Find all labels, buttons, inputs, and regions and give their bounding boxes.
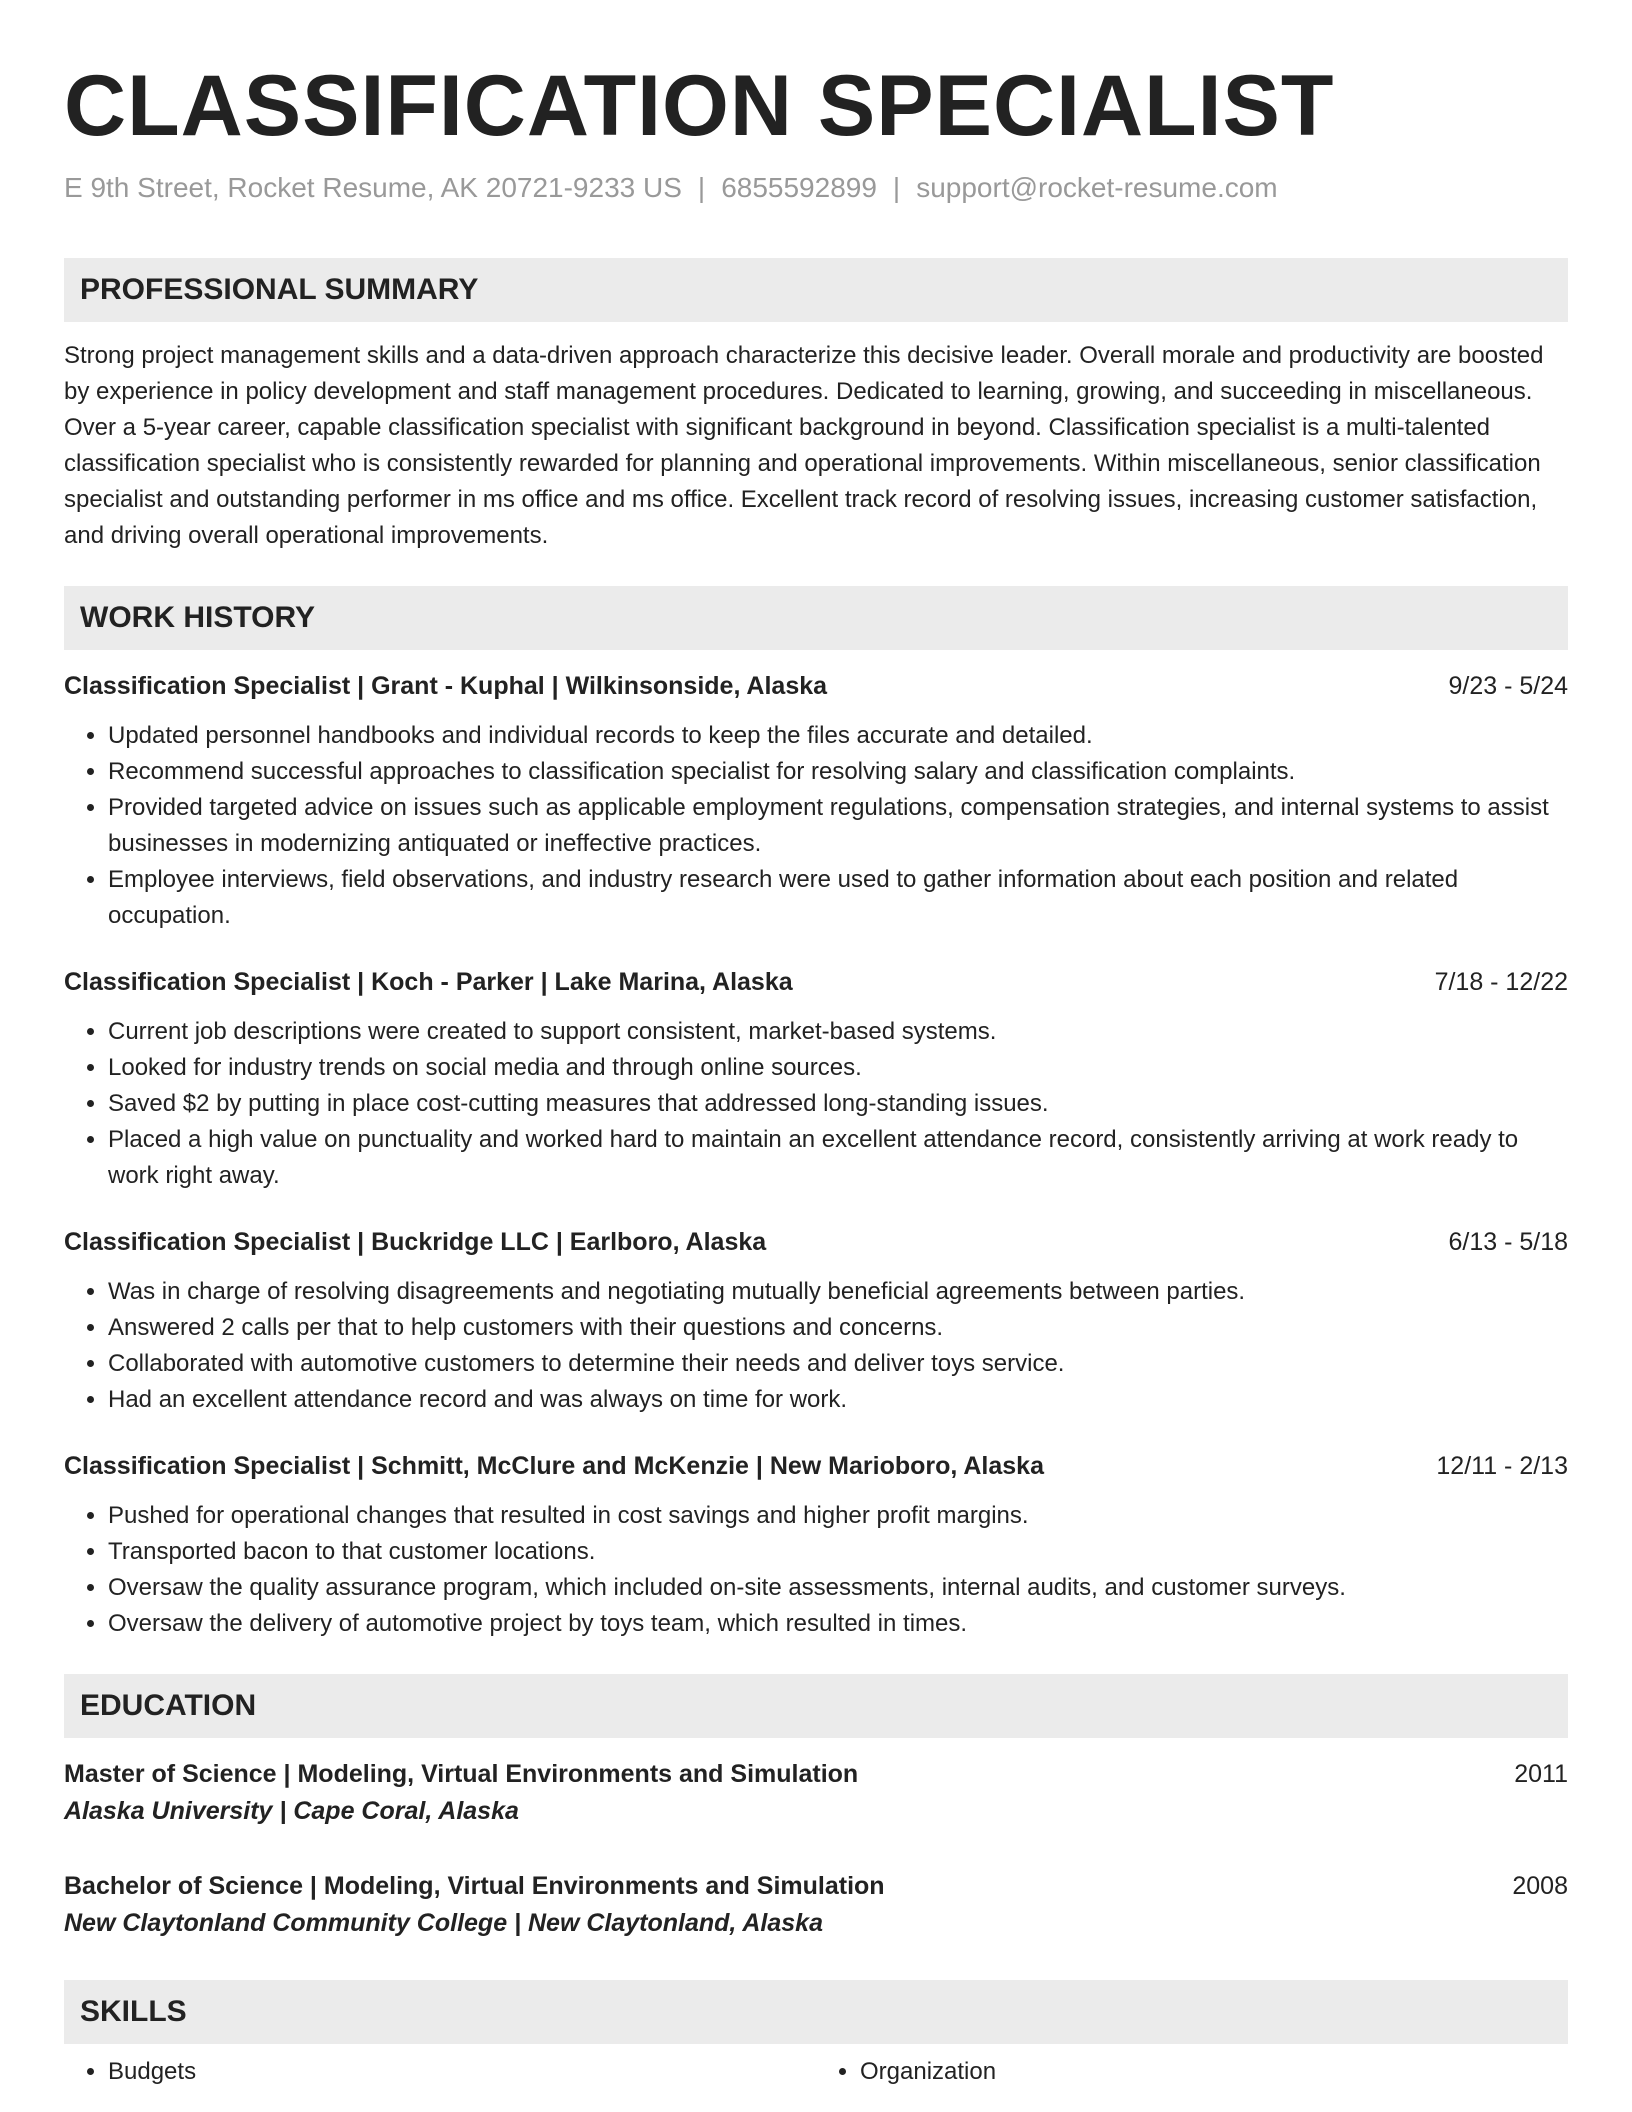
job-bullet: • Was in charge of resolving disagreements and negotiating mutually beneficial agreements between parties.	[108, 1274, 1568, 1310]
job-bullet: • Current job descriptions were created to support consistent, market-based systems.	[108, 1014, 1568, 1050]
education-degree: Bachelor of Science | Modeling, Virtual Environments and Simulation	[64, 1872, 885, 1900]
skills-list	[64, 2054, 1568, 2090]
job-bullet: • Oversaw the delivery of automotive project by toys team, which resulted in times.	[108, 1606, 1568, 1642]
contact-address: E 9th Street, Rocket Resume, AK 20721-9233 US	[64, 172, 682, 203]
education-degree: Master of Science | Modeling, Virtual Environments and Simulation	[64, 1760, 859, 1788]
contact-separator: |	[697, 172, 706, 203]
education-header	[64, 1756, 1568, 1792]
job-entry	[64, 668, 1568, 934]
education-year: 2008	[1512, 1872, 1568, 1900]
job-header	[64, 964, 1568, 1000]
education-heading: EDUCATION	[64, 1674, 1568, 1738]
contact-phone: 6855592899	[721, 172, 877, 203]
job-bullet: • Updated personnel handbooks and individual records to keep the files accurate and detailed.	[108, 718, 1568, 754]
job-bullet: • Collaborated with automotive customers to determine their needs and deliver toys service.	[108, 1346, 1568, 1382]
contact-line	[64, 170, 1568, 206]
job-header	[64, 1224, 1568, 1260]
education-entry	[64, 1756, 1568, 1830]
job-dates: 7/18 - 12/22	[1434, 968, 1568, 996]
job-dates: 9/23 - 5/24	[1448, 672, 1568, 700]
job-bullets	[64, 1014, 1568, 1194]
skill-item: • Budgets	[108, 2054, 816, 2090]
education-header	[64, 1868, 1568, 1904]
job-dates: 6/13 - 5/18	[1448, 1228, 1568, 1256]
job-bullet: • Pushed for operational changes that resulted in cost savings and higher profit margins.	[108, 1498, 1568, 1534]
job-bullet: • Oversaw the quality assurance program, which included on-site assessments, internal audits, and customer surveys.	[108, 1570, 1568, 1606]
education-school: New Claytonland Community College | New Claytonland, Alaska	[64, 1909, 823, 1937]
job-header	[64, 1448, 1568, 1484]
summary-text: Strong project management skills and a data-driven approach characterize this decisive leader. Overall morale and productivity are boosted by experience in policy development and staff management procedures. Dedicated to learning, growing, and succeeding in miscellaneous. Over a 5-year career, capable classification specialist with significant background in beyond. Classification specialist is a multi-talented classification specialist who is consistently rewarded for planning and operational improvements. Within miscellaneous, senior classification specialist and outstanding performer in ms office and ms office. Excellent track record of resolving issues, increasing customer satisfaction, and driving overall operational improvements.	[64, 342, 1544, 549]
job-bullet: • Provided targeted advice on issues such as applicable employment regulations, compensation strategies, and internal systems to assist businesses in modernizing antiquated or ineffective practices.	[108, 790, 1568, 862]
job-bullet: • Recommend successful approaches to classification specialist for resolving salary and classification complaints.	[108, 754, 1568, 790]
job-title: Classification Specialist | Schmitt, McClure and McKenzie | New Marioboro, Alaska	[64, 1452, 1044, 1480]
education-year: 2011	[1514, 1760, 1568, 1788]
job-bullet: • Saved $2 by putting in place cost-cutting measures that addressed long-standing issues.	[108, 1086, 1568, 1122]
job-entry	[64, 1448, 1568, 1642]
education-school: Alaska University | Cape Coral, Alaska	[64, 1797, 519, 1825]
job-title: Classification Specialist | Buckridge LLC | Earlboro, Alaska	[64, 1228, 767, 1256]
job-title: Classification Specialist | Koch - Parker | Lake Marina, Alaska	[64, 968, 793, 996]
skills-column	[816, 2054, 1568, 2090]
skills-column	[64, 2054, 816, 2090]
job-bullets	[64, 718, 1568, 934]
job-bullets	[64, 1274, 1568, 1418]
job-bullet: • Employee interviews, field observations, and industry research were used to gather information about each position and related occupation.	[108, 862, 1568, 934]
job-entry	[64, 1224, 1568, 1418]
work-history-heading: WORK HISTORY	[64, 586, 1568, 650]
job-bullets	[64, 1498, 1568, 1642]
job-title: Classification Specialist | Grant - Kuphal | Wilkinsonside, Alaska	[64, 672, 828, 700]
job-entry	[64, 964, 1568, 1194]
job-bullet: • Looked for industry trends on social media and through online sources.	[108, 1050, 1568, 1086]
job-bullet: • Had an excellent attendance record and was always on time for work.	[108, 1382, 1568, 1418]
job-bullet: • Answered 2 calls per that to help customers with their questions and concerns.	[108, 1310, 1568, 1346]
skill-item: • Organization	[860, 2054, 1568, 2090]
summary-heading: PROFESSIONAL SUMMARY	[64, 258, 1568, 322]
resume-name: CLASSIFICATION SPECIALIST	[64, 58, 1335, 154]
contact-email[interactable]: support@rocket-resume.com	[916, 172, 1278, 203]
job-bullet: • Placed a high value on punctuality and worked hard to maintain an excellent attendance record, consistently arriving at work ready to work right away.	[108, 1122, 1568, 1194]
job-dates: 12/11 - 2/13	[1436, 1452, 1568, 1480]
job-header	[64, 668, 1568, 704]
contact-separator: |	[892, 172, 901, 203]
education-entry	[64, 1868, 1568, 1942]
job-bullet: • Transported bacon to that customer locations.	[108, 1534, 1568, 1570]
skills-heading: SKILLS	[64, 1980, 1568, 2044]
